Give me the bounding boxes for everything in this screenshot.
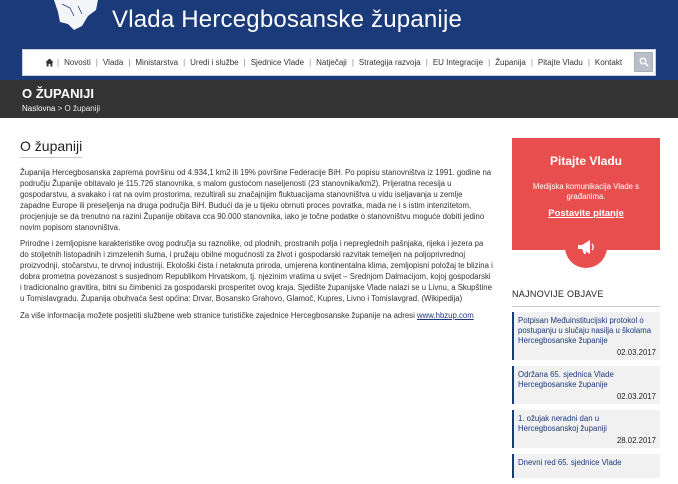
main-navigation (22, 49, 656, 76)
news-item[interactable] (512, 312, 660, 360)
news-list (512, 312, 660, 484)
content-paragraph: Županija Hercegbosanska zaprema površinu od 4.934,1 km2 ili 19% površine Federacije BiH. Po popisu stanovništva iz 1991. godine na području Županije obitavalo je 115.726 stanovnika, s malom gustoćom naseljenosti (23 stanovnika/km2). Prijeratna recesija u gospodarstvu, a svakako i rat na ovim prostorima, rezultirali su značajnijim fluktuacijama stanovništva u vidu iseljavanja u zemlje zapadne Europe ili preseljenja na druga područja BiH. Budući da je u tijeku obrnuti proces povratka, mada ne i s istim intenzitetom, procjenjuje se da trenutno na razini Županije obitava cca 90.000 stanovnika, iako je točne podatke o stanovništvu moguće dobiti jedino novim popisom stanovništva. (20, 168, 492, 232)
nav-item-uredi-i-sluzbe[interactable]: Uredi i službe (190, 58, 239, 67)
nav-item-sjednice-vlade[interactable]: Sjednice Vlade (250, 58, 305, 67)
content-paragraph: Prirodne i zemljopisne karakteristike ovog područja su raznolike, od plodnih, prostranih polja i nepreglednih pašnjaka, rijeka i jezera pa do stoljetnih listopadnih i zimzelenih šuma, i pružaju obilne mogućnosti za život i gospodarski razvitak temeljen na poljoprivrednoj proizvodnji, stočarstvu, te drvnoj industriji. Ekološki čista i netaknuta priroda, umjerena kontinentalna klima, zemljopisni položaj te blizina i dobra prometna povezanost s susjednom Republikom Hrvatskom, tj. njezinim vratima u svijet – Srednjom Dalmacijom, kojoj gospodarski i tradicionalno gravitira, bitni su čimbenici za gospodarski prosperitet ovog kraja. Sjedište županijske Vlade nalazi se u Livnu, a Skupštine u Tomislavgradu. Županija obuhvaća šest općina: Drvar, Bosansko Grahovo, Glamoč, Kupres, Livno i Tomislavgrad. (Wikipedija) (20, 239, 493, 303)
page-heading: O ŽUPANIJI (22, 86, 94, 101)
county-map-logo[interactable] (48, 0, 104, 40)
nav-separator: | (183, 58, 186, 67)
site-header (0, 0, 678, 44)
news-section-title: NAJNOVIJE OBJAVE (512, 289, 604, 299)
news-item-date: 28.02.2017 (616, 436, 656, 445)
news-item-date: 02.03.2017 (616, 392, 656, 401)
breadcrumb (22, 104, 100, 113)
news-item[interactable] (512, 366, 660, 404)
nav-separator: | (351, 58, 354, 67)
pitajte-vladu-title[interactable]: Pitajte Vladu (549, 154, 623, 168)
divider (512, 306, 660, 307)
news-item-title[interactable]: Potpisan Međuinstitucijski protokol o postupanju u slučaju nasilja u školama Hercegbosanske županije (518, 316, 652, 345)
pitajte-vladu-subtitle: Medijska komunikacija Vlade s građanima. (532, 182, 640, 201)
breadcrumb-current: O županiji (64, 104, 101, 113)
breadcrumb-separator: > (57, 104, 63, 113)
search-button[interactable] (634, 52, 653, 72)
nav-separator: | (95, 58, 98, 67)
nav-item-kontakt[interactable]: Kontakt (594, 58, 623, 67)
nav-item-pitajte-vladu[interactable]: Pitajte Vladu (537, 58, 583, 67)
nav-item-ministarstva[interactable]: Ministarstva (135, 58, 179, 67)
nav-separator: | (530, 58, 533, 67)
home-icon[interactable] (45, 58, 54, 67)
site-title[interactable]: Vlada Hercegbosanske županije (112, 6, 463, 33)
nav-item-natjecaji[interactable]: Natječaji (316, 58, 347, 67)
search-icon (639, 57, 649, 67)
nav-separator: | (128, 58, 131, 67)
nav-separator: | (587, 58, 590, 67)
news-item[interactable] (512, 410, 660, 448)
nav-item-vlada[interactable]: Vlada (102, 58, 124, 67)
content-paragraph-text: Za više informacija možete posjetiti službene web stranice turističke zajednice Hercegbosanske županije na adresi (20, 310, 415, 320)
nav-separator: | (309, 58, 312, 67)
main-content (20, 138, 494, 328)
content-paragraph (20, 311, 494, 322)
nav-separator: | (57, 58, 60, 67)
nav-item-zupanija[interactable]: Županija (495, 58, 526, 67)
nav-item-novosti[interactable]: Novosti (64, 58, 91, 67)
news-item-date: 02.03.2017 (616, 348, 656, 357)
megaphone-icon (576, 237, 596, 257)
news-item[interactable] (512, 454, 660, 478)
content-title: O županiji (20, 138, 82, 158)
news-item-title[interactable]: Održana 65. sjednica Vlade Hercegbosanske županije (518, 370, 614, 389)
hbzup-link[interactable]: www.hbzup.com (416, 310, 474, 320)
postavite-pitanje-link[interactable]: Postavite pitanje (548, 208, 624, 219)
breadcrumb-home-link[interactable]: Naslovna (22, 104, 56, 113)
megaphone-button[interactable] (565, 226, 607, 268)
news-item-title[interactable]: Dnevni red 65. sjednice Vlade (518, 458, 622, 467)
nav-separator: | (425, 58, 428, 67)
nav-separator: | (488, 58, 491, 67)
news-item-title[interactable]: 1. ožujak neradni dan u Hercegbosanskoj županiji (518, 414, 607, 433)
nav-item-eu-integracije[interactable]: EU Integracije (432, 58, 484, 67)
nav-item-strategija-razvoja[interactable]: Strategija razvoja (358, 58, 421, 67)
nav-separator: | (243, 58, 246, 67)
page-header (0, 80, 678, 118)
